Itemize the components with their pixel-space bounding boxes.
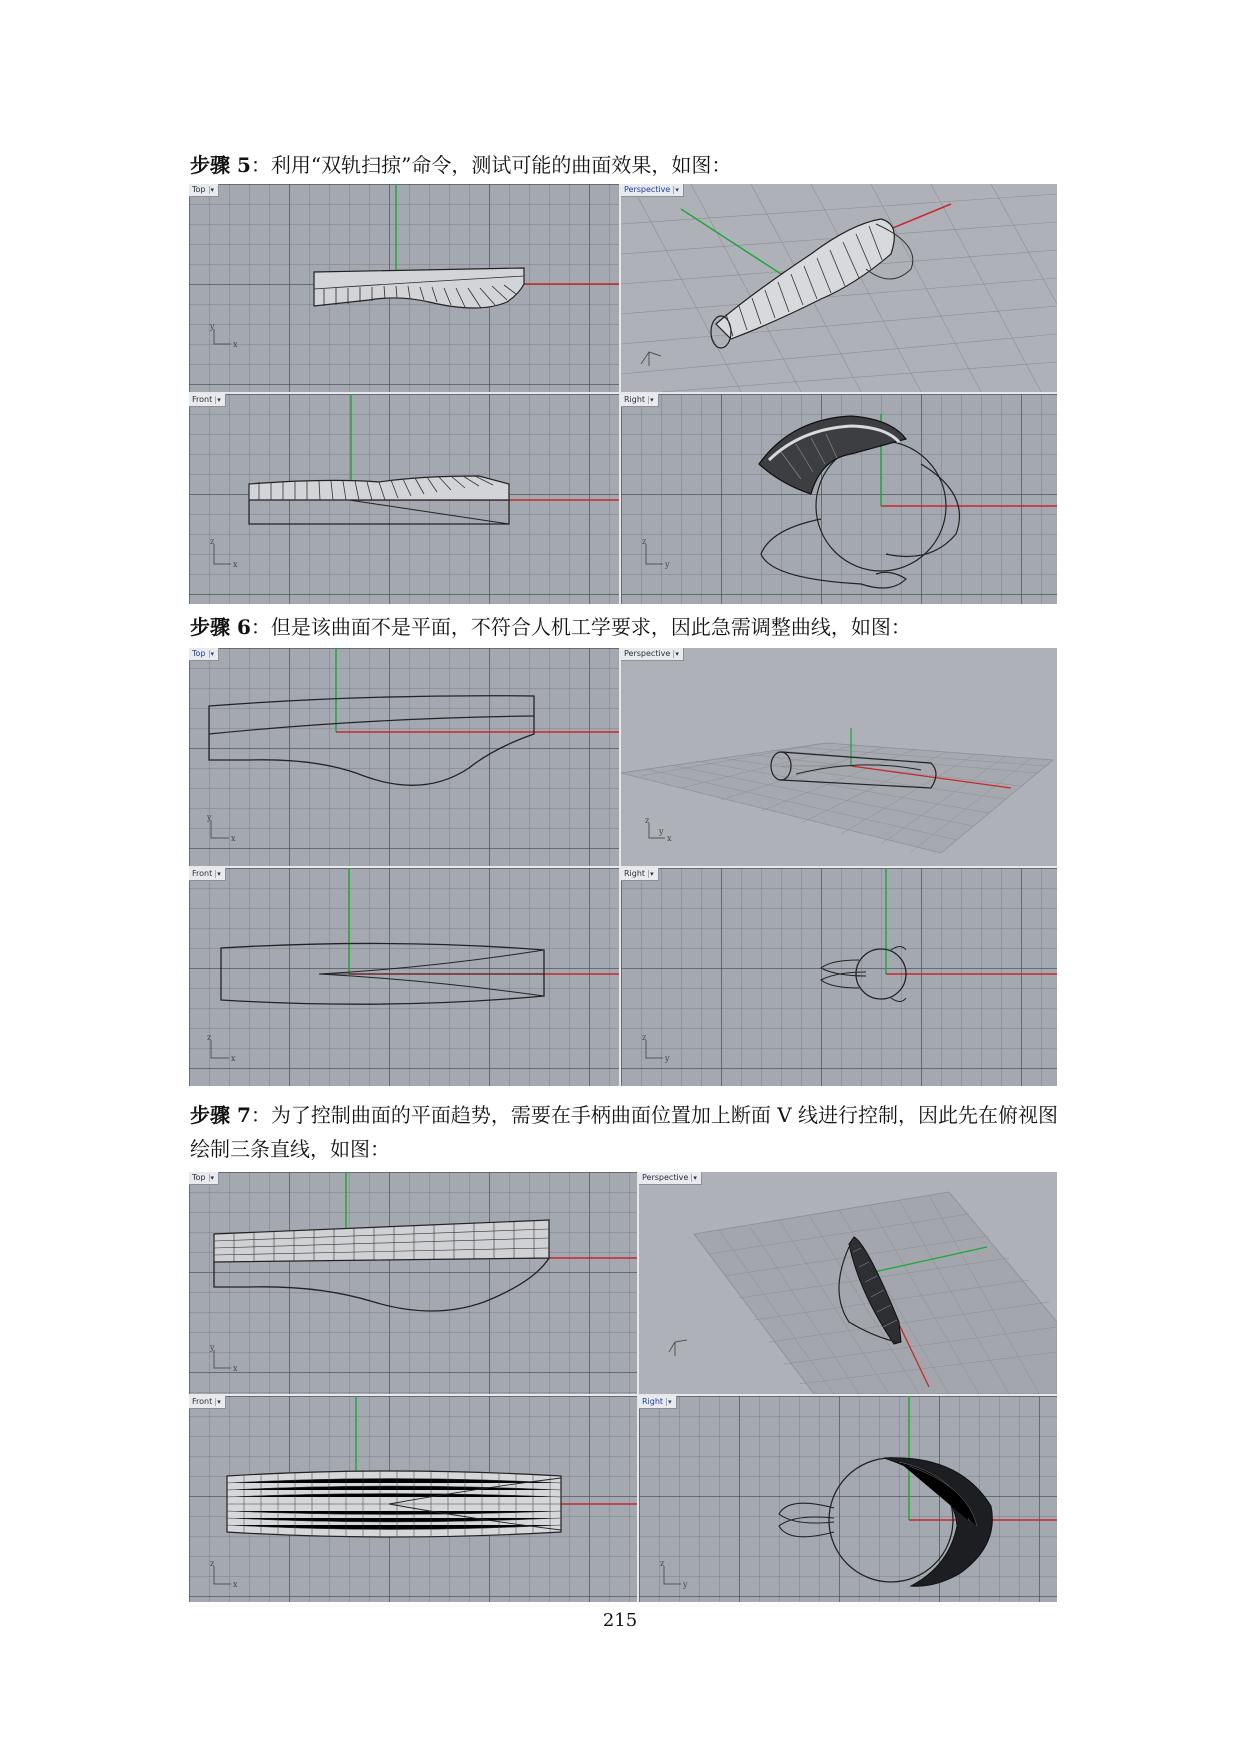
chevron-down-icon[interactable]: ▾ bbox=[650, 870, 654, 878]
step-5-label: 步骤 5 bbox=[190, 153, 251, 177]
top-view-drawing bbox=[189, 184, 619, 392]
axis-label-z: z bbox=[642, 537, 647, 546]
chevron-down-icon[interactable]: ▾ bbox=[217, 396, 221, 404]
step-5-text: ：利用“双轨扫掠”命令，测试可能的曲面效果，如图： bbox=[250, 153, 732, 177]
top-view-drawing bbox=[189, 648, 619, 866]
viewport-tab-front[interactable] bbox=[189, 868, 226, 881]
viewport-label-front: Front bbox=[192, 1397, 213, 1406]
figure-step-5 bbox=[189, 184, 1057, 604]
viewport-tab-front[interactable] bbox=[189, 394, 226, 407]
viewport-right[interactable] bbox=[621, 868, 1057, 1086]
viewport-tab-top[interactable] bbox=[189, 184, 219, 197]
axis-label-z: z bbox=[207, 1033, 212, 1042]
axis-label-x: x bbox=[233, 340, 238, 349]
axis-label-z: z bbox=[645, 816, 650, 825]
figure-step-6 bbox=[189, 648, 1057, 1086]
front-view-drawing bbox=[189, 394, 619, 604]
step-7-text: ：为了控制曲面的平面趋势，需要在手柄曲面位置加上断面 V 线进行控制，因此先在俯视图绘制三条直线，如图： bbox=[190, 1103, 1059, 1161]
axis-label-z: z bbox=[660, 1559, 665, 1568]
perspective-view-drawing bbox=[621, 648, 1057, 866]
viewport-tab-front[interactable] bbox=[189, 1396, 226, 1409]
top-view-drawing bbox=[189, 1172, 637, 1394]
axis-label-x: x bbox=[231, 834, 236, 843]
right-view-drawing bbox=[621, 868, 1057, 1086]
step-6-text: ：但是该曲面不是平面，不符合人机工学要求，因此急需调整曲线，如图： bbox=[250, 615, 911, 639]
viewport-front[interactable] bbox=[189, 394, 619, 604]
front-view-drawing bbox=[189, 1396, 637, 1602]
viewport-tab-perspective[interactable] bbox=[621, 184, 684, 197]
viewport-tab-right[interactable] bbox=[639, 1396, 677, 1409]
right-view-drawing bbox=[621, 394, 1057, 604]
viewport-label-right: Right bbox=[642, 1397, 664, 1406]
viewport-front[interactable] bbox=[189, 868, 619, 1086]
viewport-tab-perspective[interactable] bbox=[639, 1172, 702, 1185]
step-7-caption bbox=[190, 1098, 1060, 1166]
viewport-tab-top[interactable] bbox=[189, 1172, 219, 1185]
viewport-label-front: Front bbox=[192, 395, 213, 404]
viewport-right[interactable] bbox=[639, 1396, 1057, 1602]
viewport-tab-top[interactable] bbox=[189, 648, 219, 661]
step-6-caption bbox=[190, 610, 1060, 644]
perspective-view-drawing bbox=[621, 184, 1057, 392]
chevron-down-icon[interactable]: ▾ bbox=[217, 870, 221, 878]
step-7-label: 步骤 7 bbox=[190, 1103, 251, 1127]
chevron-down-icon[interactable]: ▾ bbox=[650, 396, 654, 404]
viewport-perspective[interactable] bbox=[621, 648, 1057, 866]
axis-label-y: y bbox=[665, 1054, 670, 1063]
axis-label-y: y bbox=[210, 1343, 215, 1352]
chevron-down-icon[interactable]: ▾ bbox=[693, 1174, 697, 1182]
viewport-label-perspective: Perspective bbox=[642, 1173, 689, 1182]
axis-label-z: z bbox=[210, 537, 215, 546]
axis-label-y: y bbox=[659, 827, 664, 836]
page-number: 215 bbox=[602, 1610, 638, 1631]
viewport-top[interactable] bbox=[189, 648, 619, 866]
perspective-view-drawing bbox=[639, 1172, 1057, 1394]
axis-label-z: z bbox=[210, 1559, 215, 1568]
step-5-caption bbox=[190, 148, 1060, 182]
step-6-label: 步骤 6 bbox=[190, 615, 251, 639]
viewport-label-perspective: Perspective bbox=[624, 185, 671, 194]
viewport-label-top: Top bbox=[192, 649, 206, 658]
viewport-label-front: Front bbox=[192, 869, 213, 878]
viewport-tab-right[interactable] bbox=[621, 868, 659, 881]
chevron-down-icon[interactable]: ▾ bbox=[210, 1174, 215, 1182]
axis-label-y: y bbox=[210, 322, 215, 331]
chevron-down-icon[interactable]: ▾ bbox=[210, 650, 215, 658]
figure-step-7 bbox=[189, 1172, 1057, 1602]
viewport-top[interactable] bbox=[189, 184, 619, 392]
viewport-label-top: Top bbox=[192, 185, 206, 194]
viewport-label-right: Right bbox=[624, 869, 646, 878]
viewport-perspective[interactable] bbox=[621, 184, 1057, 392]
chevron-down-icon[interactable]: ▾ bbox=[675, 650, 679, 658]
front-view-drawing bbox=[189, 868, 619, 1086]
chevron-down-icon[interactable]: ▾ bbox=[217, 1398, 221, 1406]
viewport-label-right: Right bbox=[624, 395, 646, 404]
right-view-drawing bbox=[639, 1396, 1057, 1602]
axis-label-y: y bbox=[665, 560, 670, 569]
axis-label-y: y bbox=[207, 813, 212, 822]
viewport-right[interactable] bbox=[621, 394, 1057, 604]
viewport-front[interactable] bbox=[189, 1396, 637, 1602]
viewport-tab-perspective[interactable] bbox=[621, 648, 684, 661]
axis-label-x: x bbox=[233, 1580, 238, 1589]
chevron-down-icon[interactable]: ▾ bbox=[675, 186, 679, 194]
axis-label-z: z bbox=[642, 1033, 647, 1042]
chevron-down-icon[interactable]: ▾ bbox=[210, 186, 215, 194]
viewport-top[interactable] bbox=[189, 1172, 637, 1394]
viewport-tab-right[interactable] bbox=[621, 394, 659, 407]
axis-label-x: x bbox=[231, 1054, 236, 1063]
viewport-label-perspective: Perspective bbox=[624, 649, 671, 658]
axis-label-x: x bbox=[667, 834, 672, 843]
chevron-down-icon[interactable]: ▾ bbox=[668, 1398, 672, 1406]
axis-label-y: y bbox=[683, 1580, 688, 1589]
axis-label-x: x bbox=[233, 560, 238, 569]
viewport-label-top: Top bbox=[192, 1173, 206, 1182]
viewport-perspective[interactable] bbox=[639, 1172, 1057, 1394]
axis-label-x: x bbox=[233, 1364, 238, 1373]
